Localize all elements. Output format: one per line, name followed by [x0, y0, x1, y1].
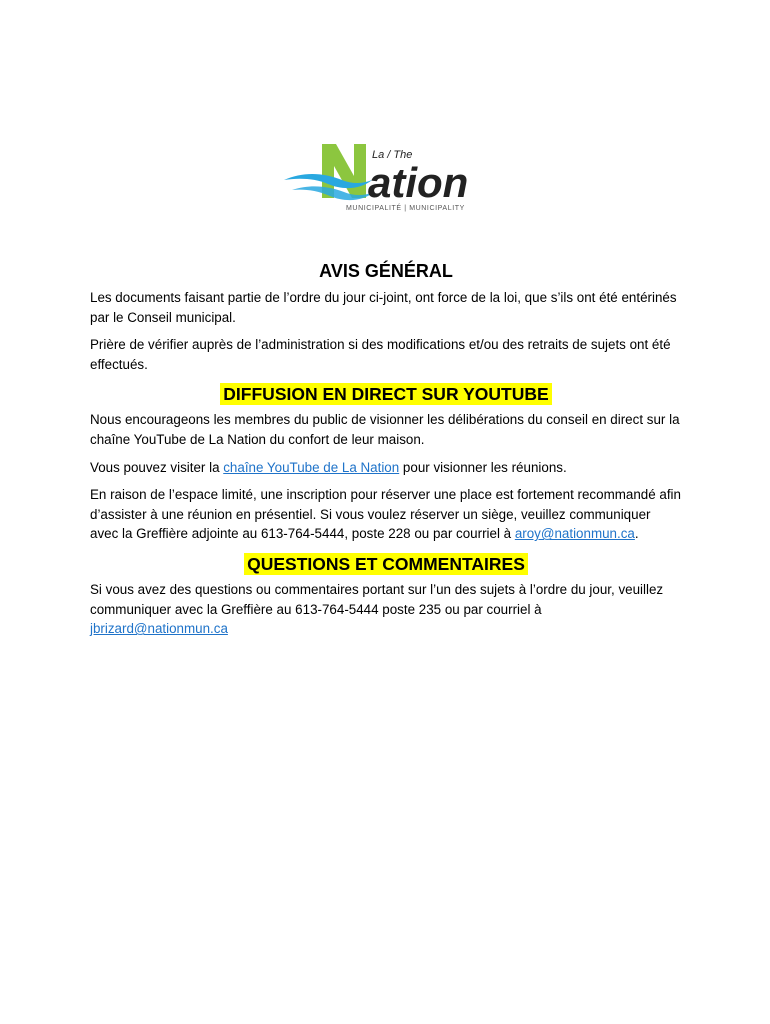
jbrizard-email-link[interactable]: jbrizard@nationmun.ca: [90, 621, 228, 637]
youtube-paragraph-3-before: En raison de l’espace limité, une inscription pour réserver une place est fortement recommandé afin d’assister à une réunion en présentiel. Si vous voulez réserver un siège, veuillez communiquer avec la Greffière adjointe au 613-764-5444, poste 228 ou par courriel à: [90, 487, 681, 542]
youtube-paragraph-3: [90, 485, 682, 544]
youtube-paragraph-2-before: Vous pouvez visiter la: [90, 459, 224, 475]
notice-paragraph-1: Les documents faisant partie de l’ordre du jour ci-joint, ont force de la loi, que s’ils ont été entérinés par le Conseil municipal.: [90, 290, 677, 325]
youtube-paragraph-2-after: pour visionner les réunions.: [399, 459, 567, 475]
youtube-paragraph-2: [90, 458, 682, 478]
logo-subtitle: MUNICIPALITÉ | MUNICIPALITY: [346, 205, 465, 212]
questions-heading: [90, 552, 682, 578]
notice-content: [90, 260, 682, 647]
questions-paragraph-before: Si vous avez des questions ou commentaires portant sur l’un des sujets à l’ordre du jour, veuillez communiquer avec la Greffière au 613-764-5444 poste 235 ou par courriel à: [90, 581, 664, 617]
notice-title: AVIS GÉNÉRAL: [319, 261, 453, 281]
youtube-heading-text: DIFFUSION EN DIRECT SUR YOUTUBE: [220, 383, 551, 405]
youtube-channel-link[interactable]: chaîne YouTube de La Nation: [223, 459, 400, 475]
youtube-paragraph-3-after: .: [634, 526, 639, 542]
youtube-heading: [90, 382, 682, 408]
questions-paragraph: [90, 580, 682, 639]
aroy-email-link[interactable]: aroy@nationmun.ca: [514, 526, 635, 542]
youtube-paragraph-1: Nous encourageons les membres du public de visionner les délibérations du conseil en direct sur la chaîne YouTube de La Nation du confort de leur maison.: [90, 412, 680, 447]
logo-wordmark: ation: [368, 159, 469, 206]
municipality-logo: [282, 142, 488, 216]
questions-heading-text: QUESTIONS ET COMMENTAIRES: [244, 553, 528, 575]
notice-paragraph-2: Prière de vérifier auprès de l’administration si des modifications et/ou des retraits de sujets ont été effectués.: [90, 337, 671, 372]
logo-prefix: La / The: [372, 149, 413, 161]
